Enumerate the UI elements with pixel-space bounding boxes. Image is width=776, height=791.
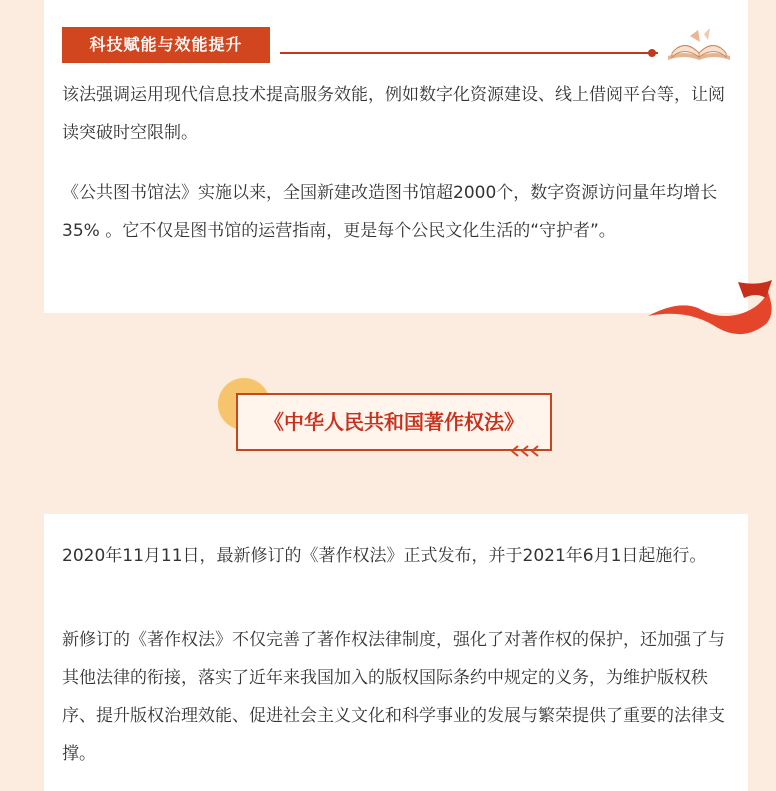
chevron-left-icon (508, 444, 548, 458)
paragraph-release-date: 2020年11月11日，最新修订的《著作权法》正式发布，并于2021年6月1日起施行。 (62, 546, 707, 566)
divider-dot (648, 49, 656, 57)
section-tag: 科技赋能与效能提升 (62, 27, 270, 63)
open-book-icon (664, 26, 734, 64)
paragraph-tech: 该法强调运用现代信息技术提高服务效能，例如数字化资源建设、线上借阅平台等，让阅读突破时空限制。 (62, 85, 725, 143)
divider-line (280, 52, 658, 54)
paragraph-library-stats: 《公共图书馆法》实施以来，全国新建改造图书馆超2000个，数字资源访问量年均增长35% 。它不仅是图书馆的运营指南，更是每个公民文化生活的“守护者”。 (62, 183, 718, 241)
law-heading: 《中华人民共和国著作权法》 (236, 393, 552, 451)
ribbon-decoration (648, 278, 776, 344)
paragraph-copyright-law: 新修订的《著作权法》不仅完善了著作权法律制度，强化了对著作权的保护，还加强了与其他法律的衔接，落实了近年来我国加入的版权国际条约中规定的义务，为维护版权秩序、提升版权治理效能、促进社会主义文化和科学事业的发展与繁荣提供了重要的法律支撑。 (62, 630, 725, 764)
